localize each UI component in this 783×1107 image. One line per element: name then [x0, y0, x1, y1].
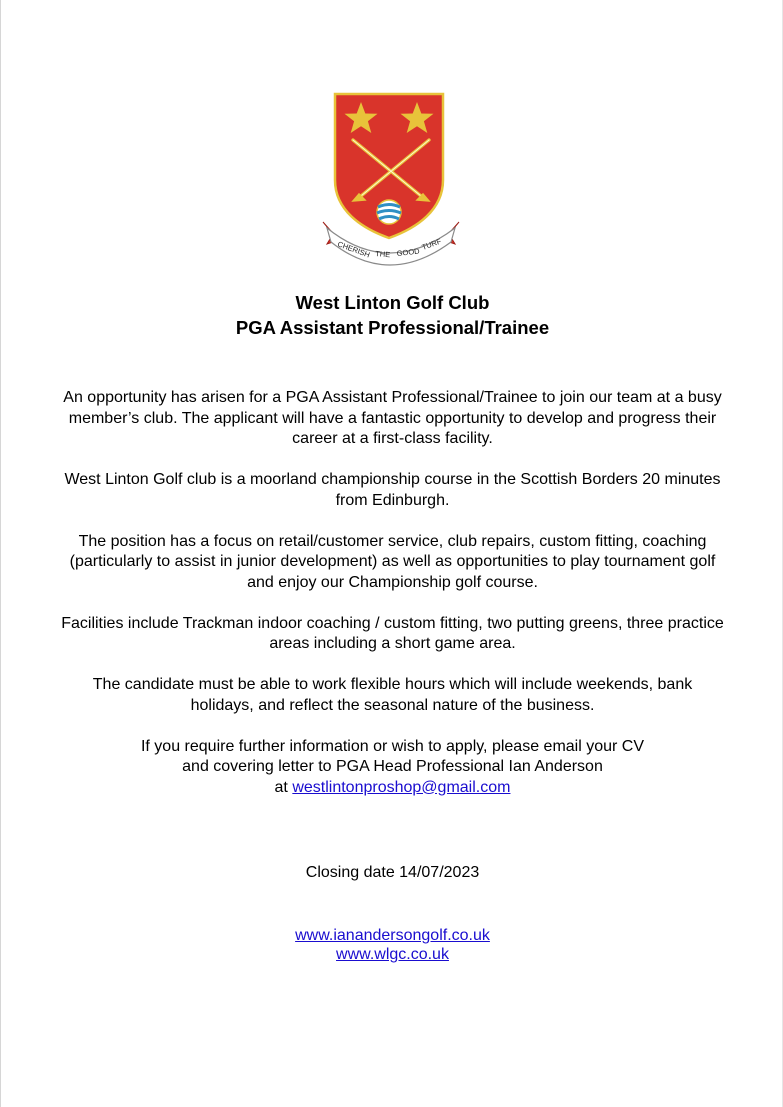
advert-heading [1, 290, 783, 340]
apply-paragraph [61, 737, 724, 799]
advert-body [61, 388, 724, 819]
ian-anderson-golf-link[interactable]: www.ianandersongolf.co.uk [295, 927, 490, 944]
wlgc-link[interactable]: www.wlgc.co.uk [336, 946, 449, 963]
course-paragraph: West Linton Golf club is a moorland championship course in the Scottish Borders 20 minutes from Edinburgh. [64, 471, 721, 509]
apply-line-1: If you require further information or wish to apply, please email your CV [140, 737, 645, 755]
motto-word-3: GOOD [396, 246, 421, 258]
motto-word-2: THE [374, 249, 391, 260]
email-link[interactable]: westlintonproshop@gmail.com [292, 778, 511, 796]
club-name: West Linton Golf Club [295, 292, 490, 313]
club-crest-logo [317, 88, 465, 266]
motto-word-1: CHERISH [336, 239, 372, 260]
hours-paragraph: The candidate must be able to work flexible hours which will include weekends, bank holidays, and reflect the seasonal nature of the business. [92, 676, 693, 714]
intro-paragraph: An opportunity has arisen for a PGA Assistant Professional/Trainee to join our team at a busy member’s club. The applicant will have a fantastic opportunity to develop and progress their career at a first-class facility. [63, 389, 722, 447]
motto-word-4: TURF [420, 236, 443, 252]
closing-date: Closing date 14/07/2023 [305, 864, 480, 881]
position-paragraph: The position has a focus on retail/customer service, club repairs, custom fitting, coaching (particularly to assist in junior development) as well as opportunities to play tournament golf and enjoy our Championship golf course. [69, 532, 716, 591]
apply-prefix: at [274, 778, 288, 796]
apply-line-2: and covering letter to PGA Head Professional Ian Anderson [182, 758, 603, 775]
job-title: PGA Assistant Professional/Trainee [235, 317, 550, 338]
facilities-paragraph: Facilities include Trackman indoor coaching / custom fitting, two putting greens, three practice areas including a short game area. [61, 614, 724, 652]
golf-ball-icon [377, 200, 401, 224]
website-links [1, 926, 783, 964]
